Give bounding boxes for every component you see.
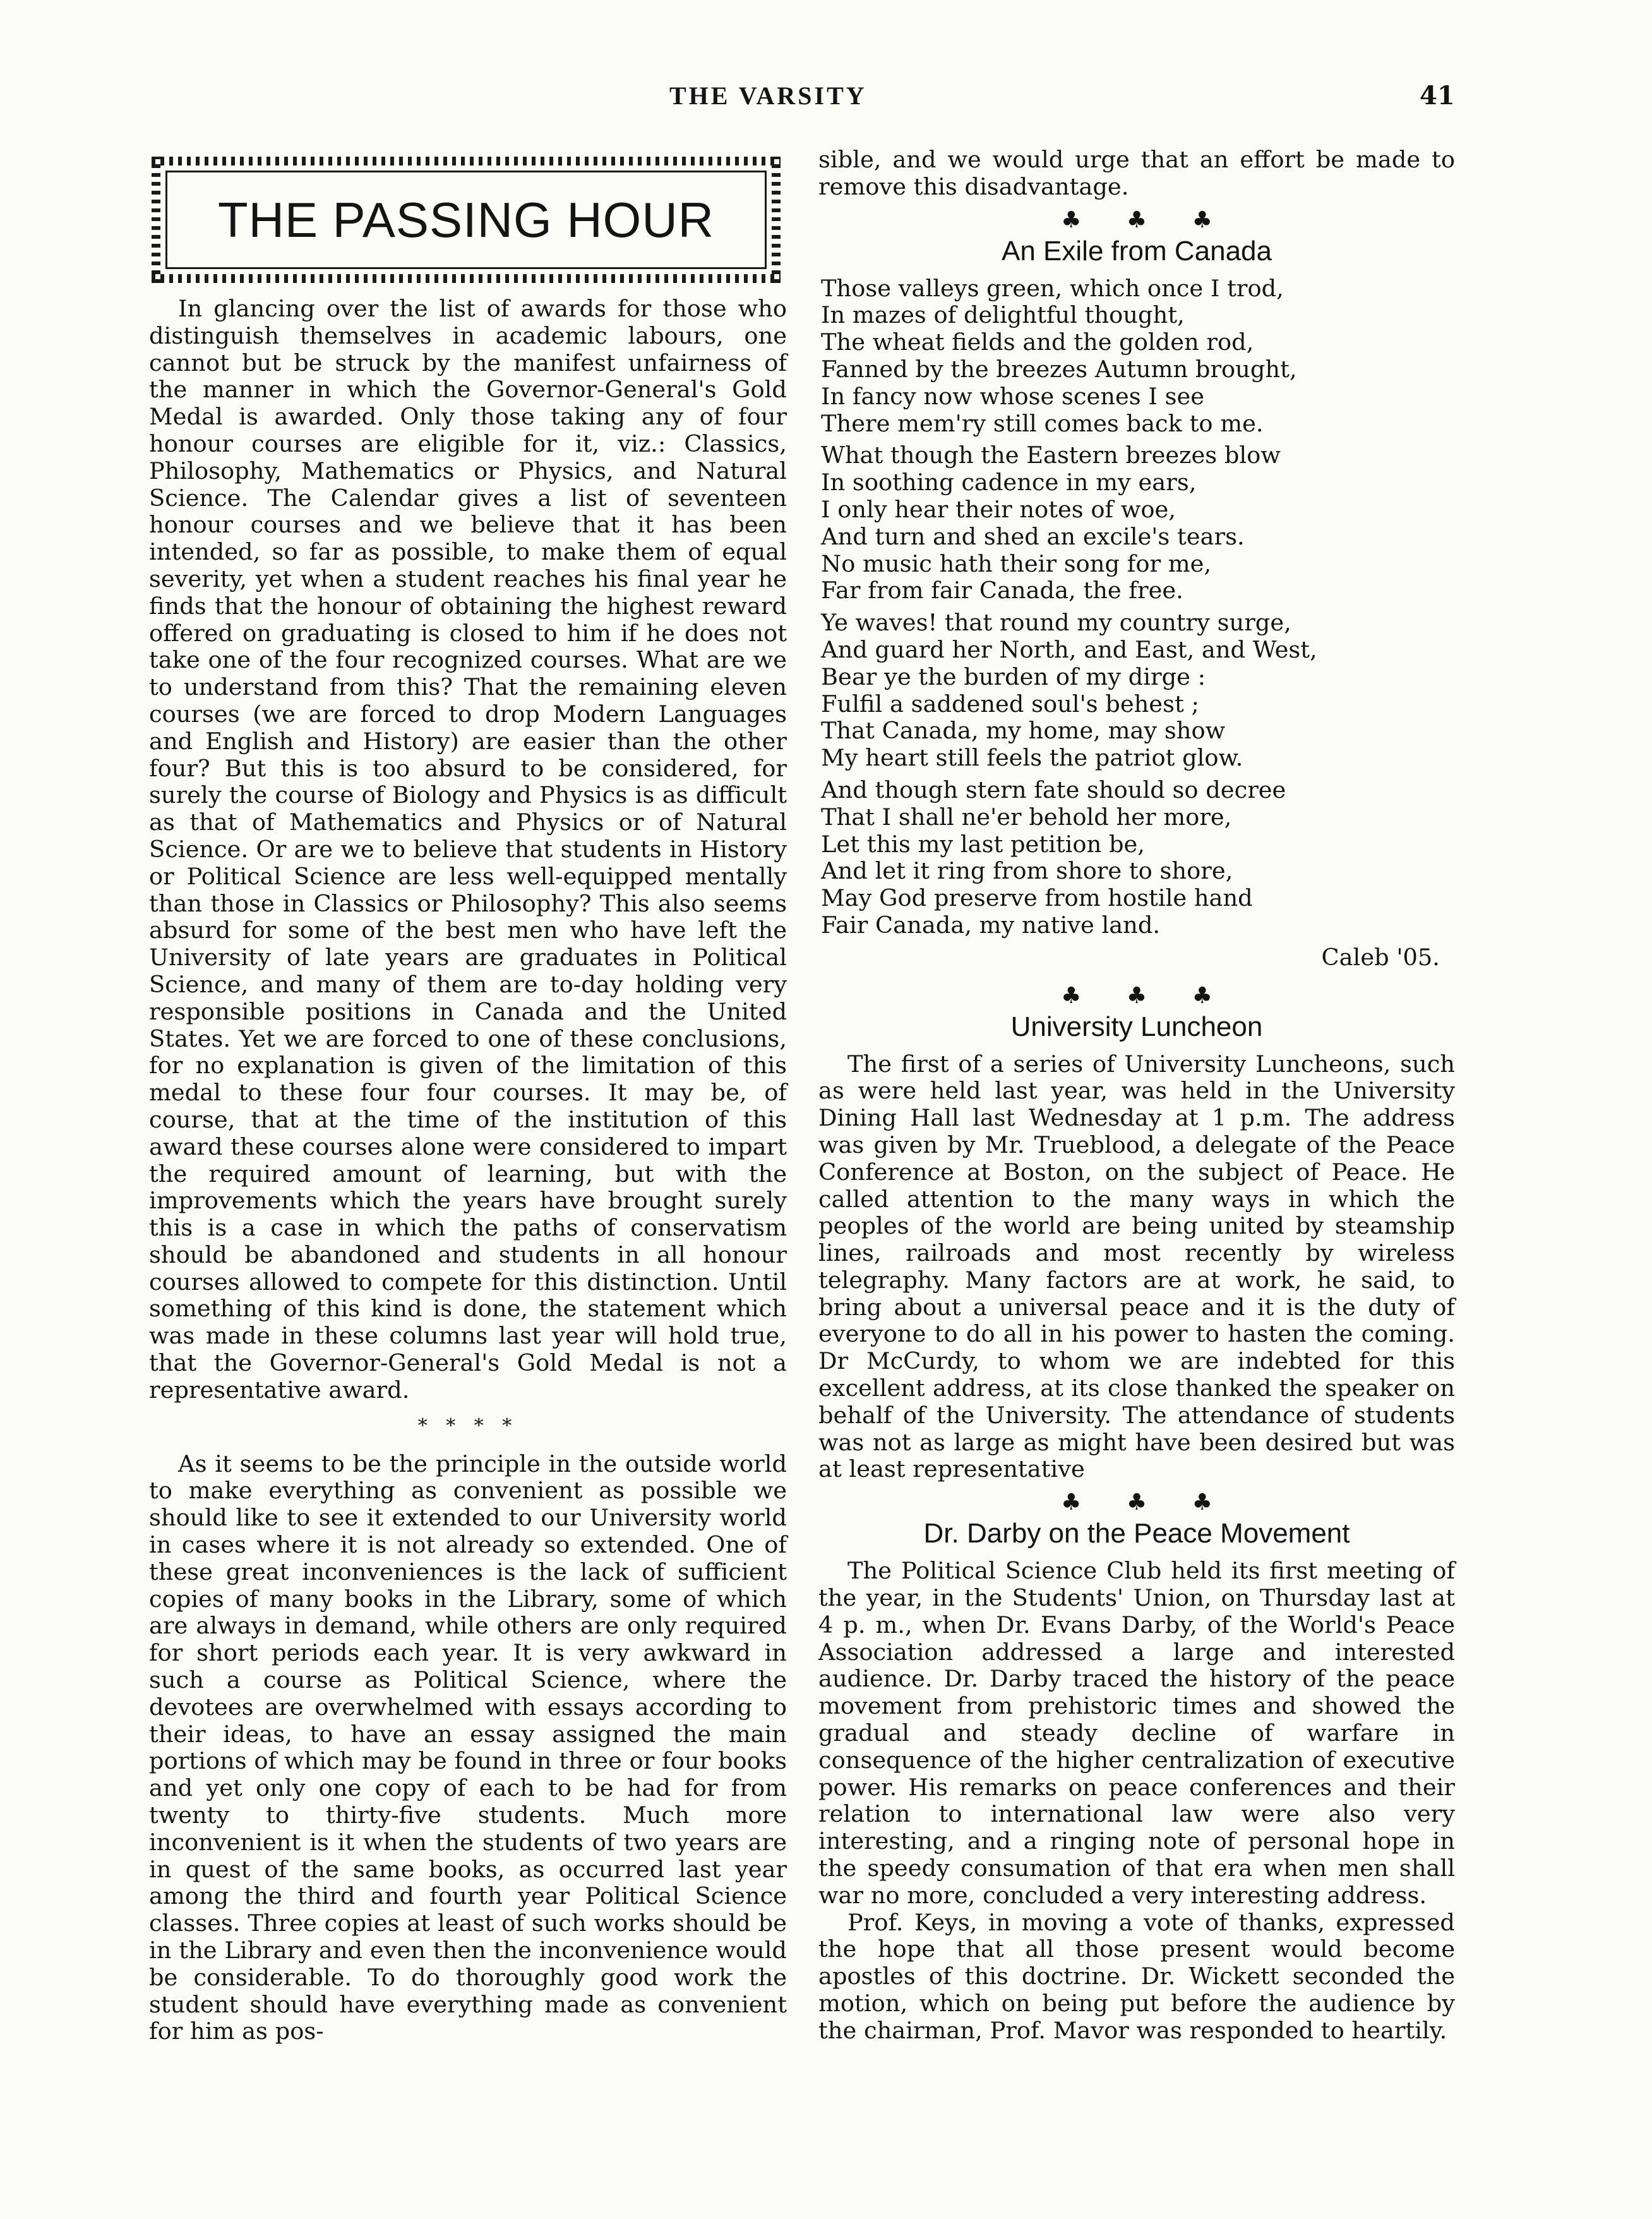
poem-line: And though stern fate should so decree bbox=[821, 776, 1286, 803]
poem-line: Fanned by the breezes Autumn brought, bbox=[821, 355, 1297, 383]
poem-line: That I shall ne'er behold her more, bbox=[821, 803, 1232, 831]
poem-line: There mem'ry still comes back to me. bbox=[821, 409, 1264, 437]
poem-line: Ye waves! that round my country surge, bbox=[821, 609, 1291, 637]
poem-line: Those valleys green, which once I trod, bbox=[821, 274, 1284, 302]
journal-name: THE VARSITY bbox=[669, 81, 867, 110]
poem-line: Bear ye the burden of my dirge : bbox=[821, 663, 1206, 690]
library-paragraph-continued: sible, and we would urge that an effort be made to remove this disadvantage. bbox=[818, 146, 1455, 200]
poem-title: An Exile from Canada bbox=[1002, 235, 1272, 267]
poem-stanza bbox=[821, 610, 1455, 772]
darby-title: Dr. Darby on the Peace Movement bbox=[923, 1518, 1350, 1549]
poem-line: In soothing cadence in my ears, bbox=[821, 469, 1197, 496]
library-paragraph: As it seems to be the principle in the outside world to make everything as convenient as possible we should like to see it extended to our University world in cases where it is not already so extended. One of these great inconveniences is the lack of sufficient copies of many books in the Library, some of which are always in demand, while others are only required for short periods each year. It is very awkward in such a course as Political Science, where the devotees are overwhelmed with essays according to their ideas, to have an essay assigned the main portions of which may be found in three or four books and yet only one copy of each to be had for from twenty to thirty-five students. Much more inconvenient is it when the students of two years are in quest of the same books, as occurred last year among the third and fourth year Political Science classes. Three copies at least of such works should be in the Library and even then the inconvenience would be considerable. To do thoroughly good work the student should have everything made as convenient for him as pos- bbox=[149, 1450, 787, 2045]
poem bbox=[818, 275, 1455, 939]
poem-line: My heart still feels the patriot glow. bbox=[821, 744, 1243, 772]
page-number: 41 bbox=[1420, 81, 1455, 111]
poem-line: May God preserve from hostile hand bbox=[821, 884, 1253, 912]
poem-line: And guard her North, and East, and West, bbox=[821, 635, 1317, 663]
poem-line: No music hath their song for me, bbox=[821, 550, 1212, 577]
poem-line: Let this my last petition be, bbox=[821, 830, 1146, 858]
poem-line: And turn and shed an excile's tears. bbox=[821, 522, 1245, 550]
luncheon-title: University Luncheon bbox=[1010, 1011, 1263, 1042]
poem-line: The wheat fields and the golden rod, bbox=[821, 328, 1254, 356]
masthead-frame bbox=[165, 171, 767, 269]
section-break-asterisks: * * * * bbox=[417, 1414, 518, 1437]
poem-line: I only hear their notes of woe, bbox=[821, 495, 1176, 523]
poem-stanza bbox=[821, 442, 1455, 604]
poem-line: Fulfil a saddened soul's behest ; bbox=[821, 690, 1199, 718]
poem-line: In mazes of delightful thought, bbox=[821, 301, 1185, 329]
poem-line: And let it ring from shore to shore, bbox=[821, 857, 1233, 885]
darby-paragraph: The Political Science Club held its first meeting of the year, in the Students' Union, on Thursday last at 4 p. m., when Dr. Evans Darby, of the World's Peace Association addressed a large and interested audience. Dr. Darby traced the history of the peace movement from prehistoric times and showed the gradual and steady decline of warfare in consequence of the higher centralization of executive power. His remarks on peace conferences and their relation to international law were also very interesting, and a ringing note of personal hope in the speedy consumation of that era when men shall war no more, concluded a very interesting address. bbox=[818, 1557, 1455, 1909]
poem-line: Far from fair Canada, the free. bbox=[821, 577, 1183, 604]
right-column bbox=[818, 147, 1455, 2045]
poem-stanza bbox=[821, 275, 1455, 438]
club-ornament: ♣ ♣ ♣ bbox=[1061, 982, 1231, 1009]
darby-paragraph: Prof. Keys, in moving a vote of thanks, expressed the hope that all those present would become apostles of this doctrine. Dr. Wickett seconded the motion, which on being put before the audience by the chairman, Prof. Mavor was responded to heartily. bbox=[818, 1908, 1455, 2044]
gold-medal-paragraph: In glancing over the list of awards for those who distinguish themselves in academic labours, one cannot but be struck by the manifest unfairness of the manner in which the Governor-General's Gold Medal is awarded. Only those taking any of four honour courses are eligible for it, viz.: Classics, Philosophy, Mathematics or Physics, and Natural Science. The Calendar gives a list of seventeen honour courses and we believe that it has been intended, so far as possible, to make them of equal severity, yet when a student reaches his final year he finds that the honour of obtaining the highest reward offered on graduating is closed to him if he does not take one of the four recognized courses. What are we to understand from this? That the remaining eleven courses (we are forced to drop Modern Languages and English and History) are easier than the other four? But this is too absurd to be considered, for surely the course of Biology and Physics is as difficult as that of Mathematics and Physics or of Natural Science. Or are we to believe that students in History or Political Science are less well-equipped mentally than those in Classics or Philosophy? This also seems absurd for some of the best men who have left the University of late years are graduates in Political Science, and many of them are to-day holding very responsible positions in Canada and the United States. Yet we are forced to one of these conclusions, for no explanation is given of the limitation of this medal to these four four courses. It may be, of course, that at the time of the institution of this award these courses alone were considered to impart the required amount of learning, but with the improvements which the years have brought surely this is a case in which the paths of conservatism should be abandoned and students in all honour courses allowed to compete for this distinction. Until something of this kind is done, the statement which was made in these columns last year will hold true, that the Governor-General's Gold Medal is not a representative award. bbox=[149, 295, 787, 1404]
left-column bbox=[149, 147, 787, 2045]
poem-line: That Canada, my home, may show bbox=[821, 717, 1226, 745]
luncheon-paragraph: The first of a series of University Luncheons, such as were held last year, was held in the University Dining Hall last Wednesday at 1 p.m. The address was given by Mr. Trueblood, a delegate of the Peace Conference at Boston, on the subject of Peace. He called attention to the many ways in which the peoples of the world are being united by steamship lines, railroads and most recently by wireless telegraphy. Many factors are at work, he said, to bring about a universal peace and it is the duty of everyone to do all in his power to hasten the coming. Dr McCurdy, to whom we are indebted for this excellent address, at its close thanked the speaker on behalf of the University. The attendance of students was not as large as might have been desired but was at least representative bbox=[818, 1050, 1455, 1483]
section-title: THE PASSING HOUR bbox=[218, 191, 714, 248]
poem-line: Fair Canada, my native land. bbox=[821, 911, 1161, 939]
club-ornament: ♣ ♣ ♣ bbox=[1061, 1489, 1231, 1516]
running-header bbox=[0, 81, 1652, 119]
masthead-border bbox=[152, 157, 781, 283]
club-ornament: ♣ ♣ ♣ bbox=[1061, 207, 1231, 233]
poem-author: Caleb '05. bbox=[1321, 943, 1440, 971]
poem-stanza bbox=[821, 777, 1455, 939]
poem-line: In fancy now whose scenes I see bbox=[821, 382, 1205, 410]
poem-line: What though the Eastern breezes blow bbox=[821, 442, 1281, 469]
